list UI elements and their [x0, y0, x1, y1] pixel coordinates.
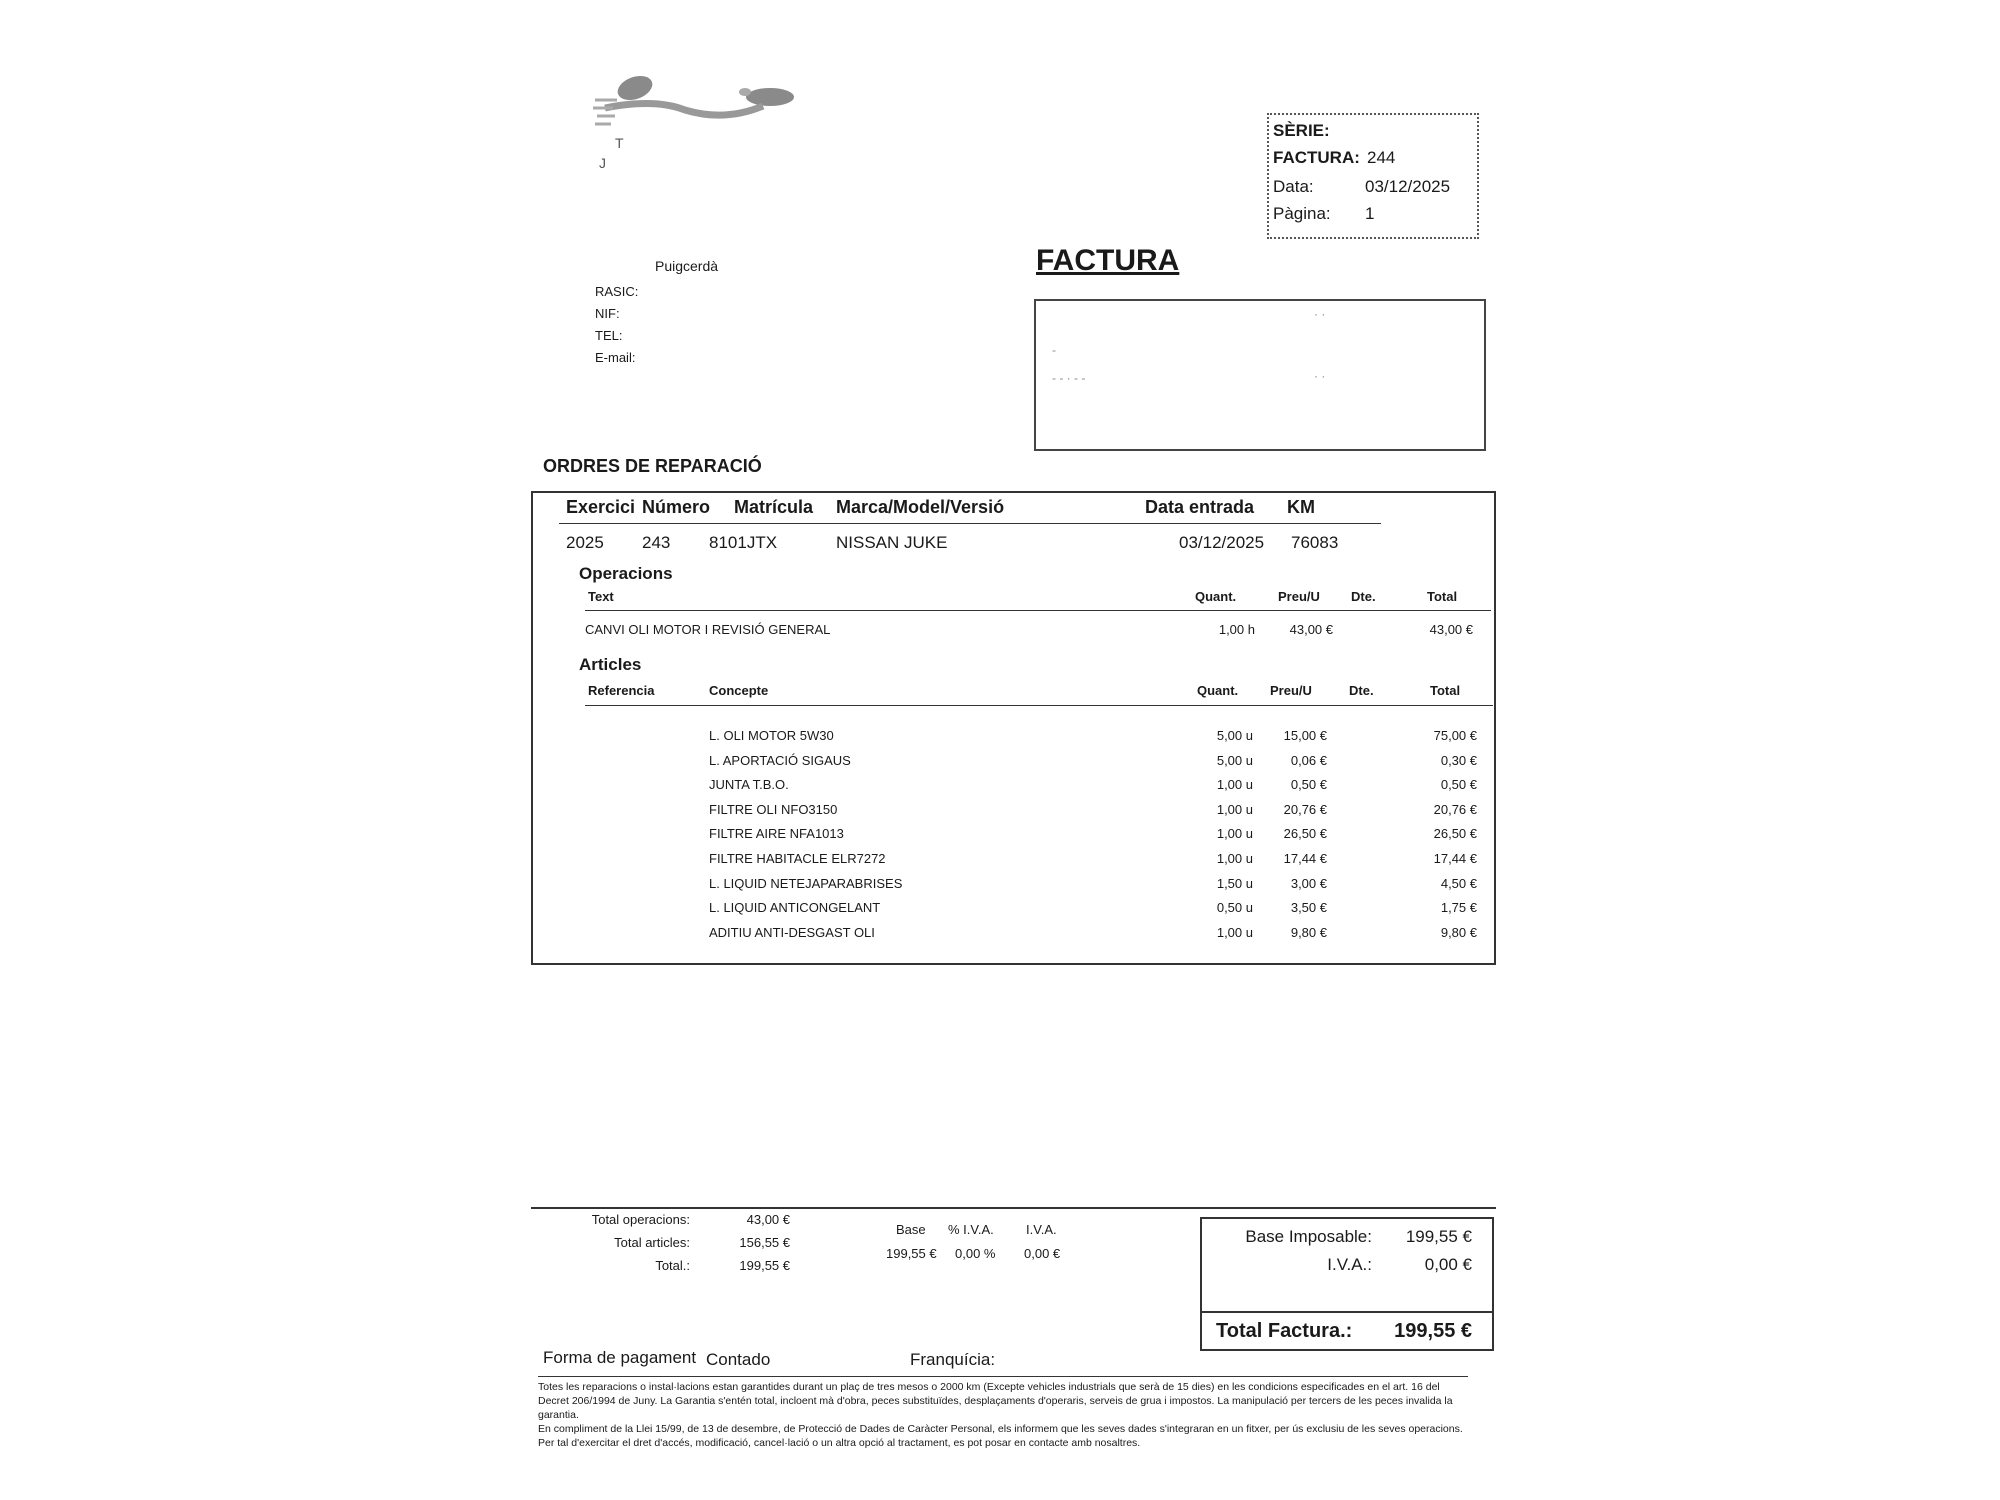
article-preu: 17,44 € — [1283, 851, 1327, 866]
op-col-text: Text — [588, 589, 614, 604]
articles-divider — [585, 705, 1493, 706]
col-km: KM — [1287, 497, 1315, 517]
article-quant: 1,00 u — [1216, 826, 1253, 842]
total-operacions-label: Total operacions: — [591, 1212, 690, 1227]
article-concepte: L. LIQUID ANTICONGELANT — [709, 900, 881, 916]
col-data-entrada: Data entrada — [1145, 497, 1255, 517]
order-numero: 243 — [642, 533, 671, 552]
total-label: Total.: — [655, 1258, 690, 1273]
factura-number: 244 — [1367, 148, 1396, 167]
article-total: 17,44 € — [1433, 851, 1477, 866]
article-preu: 9,80 € — [1290, 924, 1327, 940]
art-col-total: Total — [1430, 683, 1461, 698]
article-quant: 0,50 u — [1216, 900, 1253, 916]
op-col-dte: Dte. — [1351, 589, 1376, 604]
article-quant: 5,00 u — [1216, 728, 1253, 743]
svg-text:J: J — [599, 155, 606, 171]
total-operacions-value: 43,00 € — [746, 1212, 790, 1227]
article-quant: 1,00 u — [1216, 801, 1253, 817]
op-col-preu: Preu/U — [1278, 589, 1320, 604]
vat-col-iva: I.V.A. — [1026, 1222, 1057, 1237]
vat-iva-value: 0,00 € — [1024, 1246, 1061, 1261]
col-exercici: Exercici — [566, 497, 636, 517]
article-quant: 1,00 u — [1216, 924, 1253, 940]
op-preu: 43,00 € — [1289, 622, 1333, 637]
article-total: 1,75 € — [1440, 900, 1477, 916]
order-km: 76083 — [1291, 533, 1339, 552]
operations-title: Operacions — [579, 564, 673, 583]
article-row — [533, 728, 1494, 748]
articles-title: Articles — [579, 655, 642, 674]
page-label: Pàgina: — [1273, 204, 1331, 223]
invoice-date: 03/12/2025 — [1365, 177, 1451, 196]
article-total: 20,76 € — [1433, 801, 1477, 817]
article-preu: 20,76 € — [1283, 801, 1327, 817]
payment-label: Forma de pagament — [543, 1348, 697, 1367]
article-concepte: ADITIU ANTI-DESGAST OLI — [709, 924, 875, 940]
sender-city: Puigcerdà — [655, 258, 719, 274]
redacted-mark: · · — [1314, 307, 1326, 321]
redacted-mark: · · — [1314, 369, 1326, 383]
article-row — [533, 802, 1494, 822]
order-data-entrada: 03/12/2025 — [1179, 533, 1265, 552]
col-matricula: Matrícula — [734, 497, 814, 517]
redacted-mark: - - · - - — [1052, 371, 1086, 385]
legal-text — [538, 1380, 1468, 1450]
article-total: 4,50 € — [1440, 875, 1477, 891]
op-col-total: Total — [1427, 589, 1458, 604]
orders-section-title: ORDRES DE REPARACIÓ — [543, 456, 762, 476]
article-total: 75,00 € — [1433, 728, 1477, 743]
operations-divider — [585, 610, 1491, 611]
company-logo — [585, 70, 805, 220]
order-marca: NISSAN JUKE — [836, 533, 948, 552]
sender-rasic-label: RASIC: — [595, 284, 639, 299]
article-row — [533, 876, 1494, 896]
iva-value: 0,00 € — [1424, 1255, 1472, 1274]
order-matricula: 8101JTX — [709, 533, 778, 552]
article-concepte: L. LIQUID NETEJAPARABRISES — [709, 875, 903, 891]
article-preu: 3,00 € — [1290, 875, 1327, 891]
article-row — [533, 925, 1494, 945]
op-quant: 1,00 h — [1218, 622, 1255, 637]
col-marca: Marca/Model/Versió — [836, 497, 1005, 517]
factura-label: FACTURA: — [1273, 148, 1360, 167]
art-col-dte: Dte. — [1349, 683, 1374, 698]
legal-guarantee: Totes les reparacions o instal·lacions estan garantides durant un plaç de tres mesos o 2000 km (Excepte vehicles industrials que serà de 15 dies) en les condicions especificades en el art. 16 del Decret 206/1994 de Juny. La Garantia s'entén total, incloent mà d'obra, peces substituïdes, desplaçaments d'operaris, serveis de grua i impostos. La manipulació per tercers de les peces invalida la garantia. — [538, 1381, 1453, 1421]
article-quant: 1,50 u — [1216, 875, 1253, 891]
date-label: Data: — [1273, 177, 1314, 196]
base-imposable-value: 199,55 € — [1405, 1227, 1472, 1246]
summary-divider — [531, 1207, 1496, 1209]
serie-label: SÈRIE: — [1273, 121, 1330, 140]
total-factura-label: Total Factura.: — [1216, 1320, 1353, 1342]
totals-divider — [1202, 1311, 1492, 1313]
redacted-mark: - — [1052, 343, 1056, 357]
svg-text:T: T — [615, 135, 624, 151]
total-articles-label: Total articles: — [614, 1235, 690, 1250]
repair-orders-box — [531, 491, 1496, 965]
article-row — [533, 777, 1494, 797]
article-total: 9,80 € — [1440, 924, 1477, 940]
article-preu: 3,50 € — [1290, 900, 1327, 916]
sender-tel-label: TEL: — [595, 328, 623, 343]
total-factura-value: 199,55 € — [1394, 1320, 1472, 1342]
vat-pct-value: 0,00 % — [955, 1246, 996, 1261]
article-total: 0,50 € — [1440, 777, 1477, 793]
op-col-quant: Quant. — [1195, 589, 1237, 604]
franquicia-label: Franquícia: — [910, 1350, 996, 1369]
article-concepte: JUNTA T.B.O. — [709, 777, 789, 793]
op-total: 43,00 € — [1429, 622, 1473, 637]
article-preu: 0,50 € — [1290, 777, 1327, 793]
article-concepte: FILTRE HABITACLE ELR7272 — [709, 851, 886, 866]
legal-divider — [538, 1376, 1468, 1377]
article-quant: 1,00 u — [1216, 777, 1253, 793]
article-row — [533, 826, 1494, 846]
article-total: 0,30 € — [1440, 752, 1477, 768]
vat-base-value: 199,55 € — [886, 1246, 937, 1261]
sender-nif-label: NIF: — [595, 306, 620, 321]
article-concepte: FILTRE AIRE NFA1013 — [709, 826, 844, 842]
col-numero: Número — [642, 497, 711, 517]
document-title: FACTURA — [1036, 244, 1180, 277]
art-col-quant: Quant. — [1197, 683, 1239, 698]
vat-col-pct: % I.V.A. — [948, 1222, 994, 1237]
sender-email-label: E-mail: — [595, 350, 636, 365]
article-row — [533, 900, 1494, 920]
article-quant: 1,00 u — [1216, 851, 1253, 866]
art-col-ref: Referencia — [588, 683, 655, 698]
article-row — [533, 753, 1494, 773]
art-col-preu: Preu/U — [1270, 683, 1312, 698]
header-divider — [559, 523, 1381, 524]
article-preu: 15,00 € — [1283, 728, 1327, 743]
total-articles-value: 156,55 € — [739, 1235, 790, 1250]
payment-value: Contado — [706, 1350, 771, 1369]
article-row — [533, 851, 1494, 871]
invoice-info-box — [1267, 113, 1479, 239]
article-concepte: L. APORTACIÓ SIGAUS — [709, 752, 851, 768]
base-imposable-label: Base Imposable: — [1245, 1227, 1372, 1246]
op-text: CANVI OLI MOTOR I REVISIÓ GENERAL — [585, 622, 831, 637]
legal-data-protection: En compliment de la Llei 15/99, de 13 de desembre, de Protecció de Dades de Caràcter Personal, els informem que les seves dades s'integraran en un fitxer, per ús exclusiu de les seves operacions. Per tal d'exercitar el dret d'accés, modificació, cancel·lació o un altra opció al tractament, es pot posar en contacte amb nosaltres. — [538, 1423, 1463, 1449]
article-total: 26,50 € — [1433, 826, 1477, 842]
vat-col-base: Base — [896, 1222, 926, 1237]
article-quant: 5,00 u — [1216, 752, 1253, 768]
order-exercici: 2025 — [566, 533, 604, 552]
iva-label: I.V.A.: — [1327, 1255, 1372, 1274]
article-concepte: L. OLI MOTOR 5W30 — [709, 728, 834, 743]
totals-box — [1200, 1217, 1494, 1351]
client-address-box — [1034, 299, 1486, 451]
page-number: 1 — [1365, 204, 1375, 223]
article-preu: 26,50 € — [1283, 826, 1327, 842]
total-value: 199,55 € — [739, 1258, 790, 1273]
art-col-concepte: Concepte — [709, 683, 769, 698]
article-preu: 0,06 € — [1290, 752, 1327, 768]
article-concepte: FILTRE OLI NFO3150 — [709, 801, 838, 817]
